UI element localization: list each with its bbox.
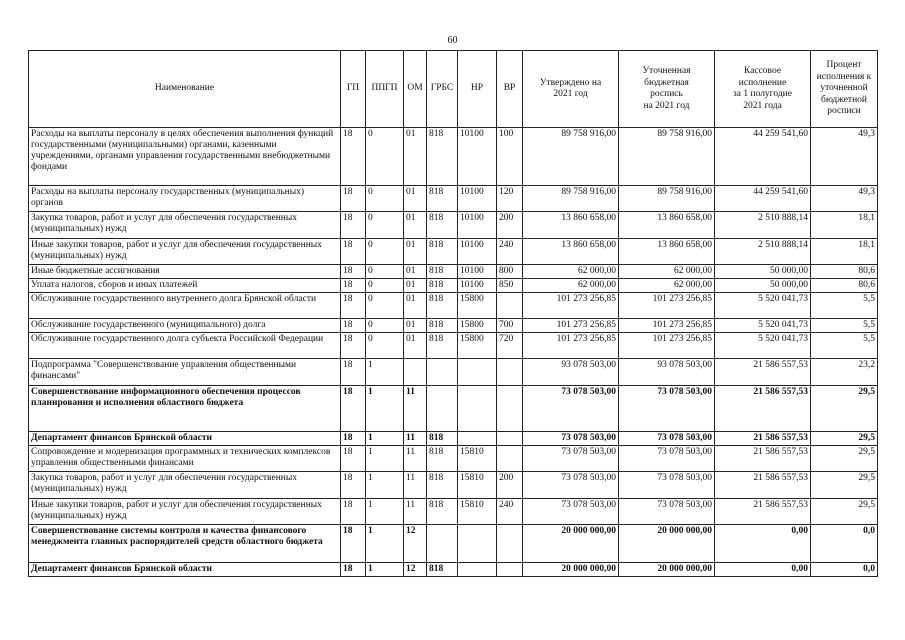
- cell-approved: 13 860 658,00: [523, 239, 619, 265]
- table-row: [29, 446, 878, 472]
- cell-name: Обслуживание государственного (муниципального) долга: [29, 319, 341, 333]
- cell-name: Сопровождение и модернизация программных и технических комплексов управления общественными финансами: [29, 446, 341, 472]
- cell-cash: 44 259 541,60: [715, 186, 811, 212]
- cell-om: 01: [404, 333, 427, 359]
- cell-name: Закупка товаров, работ и услуг для обеспечения государственных (муниципальных) нужд: [29, 472, 341, 499]
- cell-nr: 10100: [458, 212, 497, 239]
- cell-approved: 73 078 503,00: [523, 499, 619, 525]
- cell-vr: [497, 386, 523, 432]
- cell-ppgp: 0: [366, 333, 404, 359]
- cell-refined: 62 000,00: [619, 265, 715, 279]
- cell-cash: 50 000,00: [715, 279, 811, 293]
- cell-nr: 10100: [458, 265, 497, 279]
- cell-gp: 18: [341, 128, 366, 186]
- cell-ppgp: 0: [366, 128, 404, 186]
- cell-cash: 21 586 557,53: [715, 432, 811, 446]
- cell-name: Расходы на выплаты персоналу в целях обеспечения выполнения функций государственными (муниципальными) органами, казенными учреждениями, органами управления государственными внебюджетными фондами: [29, 128, 341, 186]
- cell-name: Иные закупки товаров, работ и услуг для обеспечения государственных (муниципальных) нужд: [29, 239, 341, 265]
- cell-om: 11: [404, 446, 427, 472]
- cell-grbs: 818: [427, 239, 458, 265]
- table-row: [29, 499, 878, 525]
- cell-grbs: 818: [427, 472, 458, 499]
- cell-ppgp: 1: [366, 446, 404, 472]
- header-approved: Утверждено на 2021 год: [523, 51, 619, 128]
- cell-name: Иные закупки товаров, работ и услуг для обеспечения государственных (муниципальных) нужд: [29, 499, 341, 525]
- cell-gp: 18: [341, 239, 366, 265]
- cell-ppgp: 0: [366, 265, 404, 279]
- cell-gp: 18: [341, 432, 366, 446]
- table-row: [29, 319, 878, 333]
- table-row: [29, 128, 878, 186]
- cell-vr: 120: [497, 186, 523, 212]
- cell-vr: [497, 432, 523, 446]
- cell-ppgp: 1: [366, 525, 404, 563]
- cell-gp: 18: [341, 333, 366, 359]
- cell-gp: 18: [341, 359, 366, 386]
- cell-cash: 5 520 041,73: [715, 333, 811, 359]
- cell-grbs: 818: [427, 212, 458, 239]
- table-row: [29, 265, 878, 279]
- cell-vr: 100: [497, 128, 523, 186]
- cell-nr: 10100: [458, 186, 497, 212]
- cell-ppgp: 1: [366, 563, 404, 577]
- cell-percent: 18,1: [811, 212, 878, 239]
- cell-percent: 0,0: [811, 563, 878, 577]
- cell-grbs: 818: [427, 499, 458, 525]
- cell-gp: 18: [341, 279, 366, 293]
- cell-vr: 720: [497, 333, 523, 359]
- cell-nr: 10100: [458, 239, 497, 265]
- cell-percent: 80,6: [811, 265, 878, 279]
- table-header-row: [29, 51, 878, 128]
- cell-percent: 29,5: [811, 472, 878, 499]
- cell-refined: 93 078 503,00: [619, 359, 715, 386]
- cell-ppgp: 1: [366, 432, 404, 446]
- cell-approved: 101 273 256,85: [523, 293, 619, 319]
- cell-grbs: 818: [427, 333, 458, 359]
- cell-grbs: 818: [427, 128, 458, 186]
- cell-vr: 800: [497, 265, 523, 279]
- cell-gp: 18: [341, 499, 366, 525]
- cell-refined: 73 078 503,00: [619, 472, 715, 499]
- cell-gp: 18: [341, 319, 366, 333]
- cell-refined: 20 000 000,00: [619, 525, 715, 563]
- cell-om: 11: [404, 499, 427, 525]
- page-number: 60: [447, 35, 458, 46]
- cell-nr: [458, 386, 497, 432]
- cell-nr: 15800: [458, 293, 497, 319]
- cell-name: Департамент финансов Брянской области: [29, 432, 341, 446]
- cell-refined: 73 078 503,00: [619, 432, 715, 446]
- cell-percent: 23,2: [811, 359, 878, 386]
- cell-approved: 93 078 503,00: [523, 359, 619, 386]
- cell-cash: 21 586 557,53: [715, 499, 811, 525]
- cell-nr: [458, 359, 497, 386]
- cell-om: 01: [404, 239, 427, 265]
- cell-om: 11: [404, 432, 427, 446]
- cell-cash: 44 259 541,60: [715, 128, 811, 186]
- cell-cash: 0,00: [715, 525, 811, 563]
- cell-refined: 73 078 503,00: [619, 499, 715, 525]
- cell-om: 01: [404, 265, 427, 279]
- table-row: [29, 186, 878, 212]
- cell-cash: 21 586 557,53: [715, 446, 811, 472]
- cell-approved: 73 078 503,00: [523, 432, 619, 446]
- header-gp: ГП: [341, 51, 366, 128]
- cell-percent: 29,5: [811, 432, 878, 446]
- cell-nr: 15810: [458, 446, 497, 472]
- cell-name: Департамент финансов Брянской области: [29, 563, 341, 577]
- cell-ppgp: 0: [366, 319, 404, 333]
- table-row: [29, 239, 878, 265]
- table-row: [29, 212, 878, 239]
- cell-grbs: 818: [427, 446, 458, 472]
- cell-approved: 101 273 256,85: [523, 333, 619, 359]
- cell-cash: 2 510 888,14: [715, 212, 811, 239]
- table-row: [29, 432, 878, 446]
- cell-approved: 101 273 256,85: [523, 319, 619, 333]
- header-refined: Уточненная бюджетная роспись на 2021 год: [619, 51, 715, 128]
- cell-approved: 89 758 916,00: [523, 128, 619, 186]
- cell-approved: 73 078 503,00: [523, 386, 619, 432]
- cell-nr: [458, 525, 497, 563]
- cell-approved: 62 000,00: [523, 265, 619, 279]
- cell-approved: 73 078 503,00: [523, 446, 619, 472]
- header-grbs: ГРБС: [427, 51, 458, 128]
- cell-refined: 20 000 000,00: [619, 563, 715, 577]
- cell-vr: [497, 563, 523, 577]
- cell-refined: 62 000,00: [619, 279, 715, 293]
- cell-refined: 101 273 256,85: [619, 293, 715, 319]
- cell-vr: [497, 293, 523, 319]
- cell-approved: 62 000,00: [523, 279, 619, 293]
- cell-om: [404, 359, 427, 386]
- cell-vr: [497, 359, 523, 386]
- header-om: ОМ: [404, 51, 427, 128]
- cell-percent: 49,3: [811, 128, 878, 186]
- table-row: [29, 279, 878, 293]
- table-row: [29, 333, 878, 359]
- cell-grbs: 818: [427, 265, 458, 279]
- cell-cash: 5 520 041,73: [715, 293, 811, 319]
- cell-percent: 29,5: [811, 499, 878, 525]
- cell-vr: 240: [497, 239, 523, 265]
- header-cash: Кассовое исполнение за 1 полугодие 2021 года: [715, 51, 811, 128]
- cell-name: Иные бюджетные ассигнования: [29, 265, 341, 279]
- cell-nr: 15810: [458, 472, 497, 499]
- cell-om: 11: [404, 472, 427, 499]
- cell-gp: 18: [341, 212, 366, 239]
- cell-percent: 5,5: [811, 333, 878, 359]
- cell-gp: 18: [341, 293, 366, 319]
- cell-grbs: 818: [427, 432, 458, 446]
- cell-gp: 18: [341, 265, 366, 279]
- cell-nr: 10100: [458, 279, 497, 293]
- cell-refined: 73 078 503,00: [619, 386, 715, 432]
- cell-percent: 18,1: [811, 239, 878, 265]
- cell-approved: 20 000 000,00: [523, 525, 619, 563]
- cell-refined: 89 758 916,00: [619, 128, 715, 186]
- cell-cash: 50 000,00: [715, 265, 811, 279]
- cell-grbs: 818: [427, 319, 458, 333]
- cell-nr: 15800: [458, 319, 497, 333]
- cell-om: 01: [404, 128, 427, 186]
- cell-name: Уплата налогов, сборов и иных платежей: [29, 279, 341, 293]
- cell-om: 01: [404, 293, 427, 319]
- cell-om: 01: [404, 212, 427, 239]
- cell-name: Обслуживание государственного внутреннего долга Брянской области: [29, 293, 341, 319]
- cell-percent: 5,5: [811, 293, 878, 319]
- cell-percent: 49,3: [811, 186, 878, 212]
- budget-table: [28, 50, 878, 577]
- header-nr: НР: [458, 51, 497, 128]
- cell-ppgp: 1: [366, 359, 404, 386]
- cell-percent: 5,5: [811, 319, 878, 333]
- cell-om: 12: [404, 563, 427, 577]
- cell-vr: 200: [497, 212, 523, 239]
- cell-vr: [497, 446, 523, 472]
- cell-vr: 850: [497, 279, 523, 293]
- cell-ppgp: 0: [366, 293, 404, 319]
- cell-refined: 13 860 658,00: [619, 212, 715, 239]
- cell-ppgp: 1: [366, 499, 404, 525]
- cell-name: Закупка товаров, работ и услуг для обеспечения государственных (муниципальных) нужд: [29, 212, 341, 239]
- cell-nr: [458, 432, 497, 446]
- cell-gp: 18: [341, 563, 366, 577]
- cell-name: Совершенствование системы контроля и качества финансового менеджмента главных распорядителей средств областного бюджета: [29, 525, 341, 563]
- cell-percent: 29,5: [811, 446, 878, 472]
- cell-ppgp: 0: [366, 279, 404, 293]
- cell-grbs: 818: [427, 563, 458, 577]
- cell-om: 01: [404, 279, 427, 293]
- cell-cash: 21 586 557,53: [715, 472, 811, 499]
- cell-cash: 0,00: [715, 563, 811, 577]
- cell-vr: [497, 525, 523, 563]
- table-row: [29, 359, 878, 386]
- cell-grbs: 818: [427, 186, 458, 212]
- cell-cash: 2 510 888,14: [715, 239, 811, 265]
- cell-om: 01: [404, 319, 427, 333]
- cell-name: Обслуживание государственного долга субъекта Российской Федерации: [29, 333, 341, 359]
- table-row: [29, 386, 878, 432]
- cell-gp: 18: [341, 472, 366, 499]
- cell-vr: 200: [497, 472, 523, 499]
- table-row: [29, 563, 878, 577]
- cell-approved: 13 860 658,00: [523, 212, 619, 239]
- cell-name: Совершенствование информационного обеспечения процессов планирования и исполнения областного бюджета: [29, 386, 341, 432]
- cell-approved: 89 758 916,00: [523, 186, 619, 212]
- cell-nr: 15810: [458, 499, 497, 525]
- cell-approved: 73 078 503,00: [523, 472, 619, 499]
- cell-nr: 10100: [458, 128, 497, 186]
- cell-grbs: [427, 386, 458, 432]
- cell-gp: 18: [341, 525, 366, 563]
- cell-vr: 700: [497, 319, 523, 333]
- cell-cash: 21 586 557,53: [715, 386, 811, 432]
- cell-refined: 13 860 658,00: [619, 239, 715, 265]
- cell-approved: 20 000 000,00: [523, 563, 619, 577]
- table-row: [29, 293, 878, 319]
- cell-ppgp: 0: [366, 186, 404, 212]
- cell-om: 12: [404, 525, 427, 563]
- cell-grbs: 818: [427, 293, 458, 319]
- cell-gp: 18: [341, 386, 366, 432]
- cell-ppgp: 1: [366, 386, 404, 432]
- cell-vr: 240: [497, 499, 523, 525]
- cell-name: Подпрограмма "Совершенствование управления общественными финансами": [29, 359, 341, 386]
- cell-percent: 0,0: [811, 525, 878, 563]
- header-vr: ВР: [497, 51, 523, 128]
- cell-refined: 101 273 256,85: [619, 333, 715, 359]
- cell-grbs: 818: [427, 279, 458, 293]
- cell-om: 11: [404, 386, 427, 432]
- cell-ppgp: 0: [366, 239, 404, 265]
- cell-nr: 15800: [458, 333, 497, 359]
- table-row: [29, 472, 878, 499]
- table-row: [29, 525, 878, 563]
- cell-name: Расходы на выплаты персоналу государственных (муниципальных) органов: [29, 186, 341, 212]
- cell-percent: 29,5: [811, 386, 878, 432]
- header-name: Наименование: [29, 51, 341, 128]
- cell-grbs: [427, 525, 458, 563]
- cell-ppgp: 1: [366, 472, 404, 499]
- cell-refined: 89 758 916,00: [619, 186, 715, 212]
- cell-gp: 18: [341, 186, 366, 212]
- cell-cash: 5 520 041,73: [715, 319, 811, 333]
- cell-grbs: [427, 359, 458, 386]
- cell-cash: 21 586 557,53: [715, 359, 811, 386]
- cell-percent: 80,6: [811, 279, 878, 293]
- cell-gp: 18: [341, 446, 366, 472]
- header-percent: Процент исполнения к уточненной бюджетной росписи: [811, 51, 878, 128]
- cell-nr: [458, 563, 497, 577]
- cell-om: 01: [404, 186, 427, 212]
- cell-ppgp: 0: [366, 212, 404, 239]
- header-ppgp: ППГП: [366, 51, 404, 128]
- cell-refined: 73 078 503,00: [619, 446, 715, 472]
- cell-refined: 101 273 256,85: [619, 319, 715, 333]
